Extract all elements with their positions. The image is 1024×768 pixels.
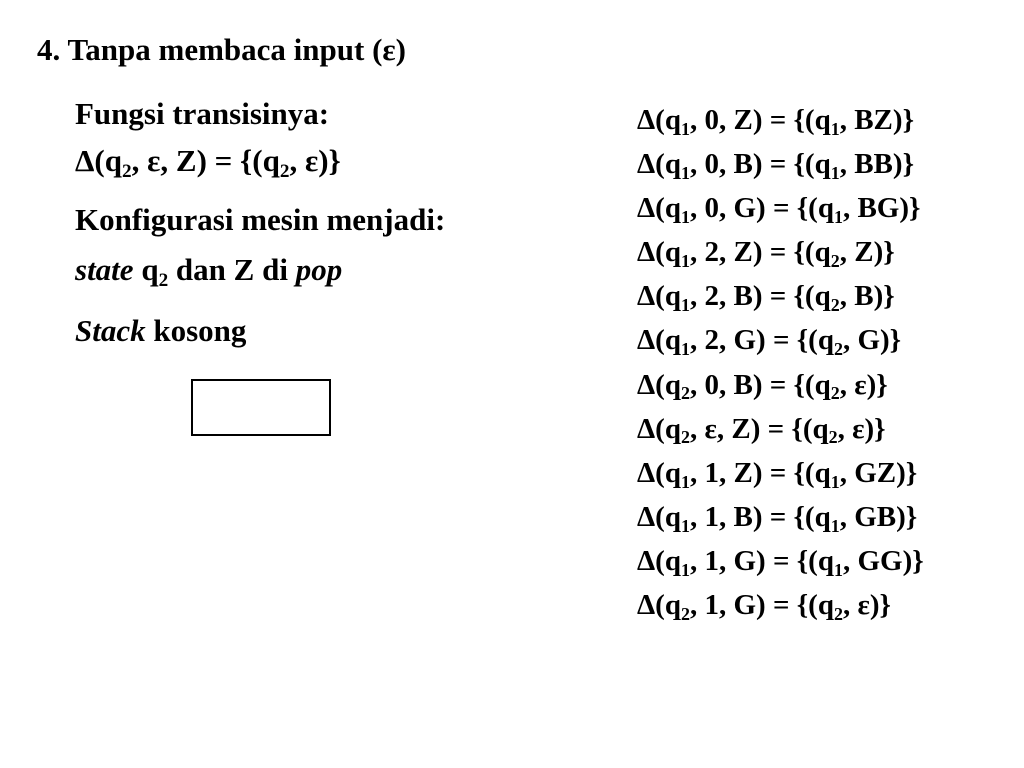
rule-from-state: q [664,324,681,357]
rule-push: ε [852,412,865,445]
rule-from-index: 1 [680,471,690,492]
rule-push: ε [857,589,870,622]
heading-number: 4. [37,32,61,67]
fungsi-transisi-rule: Δ(q2, ε, Z) = {(q2, ε)} [75,143,341,183]
rule-stack-top: Z [733,104,753,136]
rule-from-state: q [664,148,681,181]
rule-from-state: q [664,500,681,533]
rule-input: 2 [704,324,719,357]
rule-from-index: 2 [680,603,690,624]
transition-rule: Δ(q1, 0, B) = {(q1, BB)} [637,148,914,183]
rule-push: BG [857,192,900,225]
rule-stack-top: G [733,324,757,357]
transition-rule: Δ(q1, 2, Z) = {(q2, Z)} [637,236,895,272]
rule-from-index: 1 [680,206,690,227]
state-word: state [75,252,134,287]
konfigurasi-label: Konfigurasi mesin menjadi: [75,202,446,237]
rule-to-index: 1 [830,118,840,139]
rule-input: 0 [704,104,719,136]
rule-to-state: q [812,412,829,445]
pop-word: pop [295,252,343,287]
rule-to-index: 1 [830,471,840,492]
rule-to-state: q [817,324,834,357]
transition-rule: Δ(q1, 0, Z) = {(q1, BZ)} [637,104,914,139]
transition-rule: Δ(q2, 1, G) = {(q2, ε)} [637,589,891,624]
heading-epsilon-symbol: (ε) [372,32,406,67]
kosong-word: kosong [153,313,247,348]
rule-from-index: 2 [680,427,690,448]
rule-to-state: q [262,143,280,178]
rule-push: Z [854,236,874,269]
rule-stack-top: B [733,500,753,533]
rule-to-state: q [814,368,831,401]
rule-push: ε [304,143,319,178]
rule-push: BZ [854,104,893,136]
rule-push: G [857,324,880,357]
rule-stack-top: G [733,589,757,622]
rule-input: 0 [704,192,719,225]
rule-from-index: 1 [680,118,690,139]
rule-from-state: q [664,412,681,445]
rule-to-index: 2 [830,251,840,272]
rule-input: 1 [704,589,719,622]
rule-from-state: q [664,589,681,622]
rule-input: 2 [704,236,719,269]
transition-rule: Δ(q2, ε, Z) = {(q2, ε)} [637,412,886,448]
transition-rule: Δ(q1, 2, G) = {(q2, G)} [637,324,902,360]
rule-from-index: 2 [680,383,690,404]
rule-input: ε [704,412,717,445]
rule-to-index: 1 [830,162,840,183]
state-line [75,250,342,290]
rule-input: 0 [704,148,719,181]
rule-to-index: 2 [828,427,838,448]
state-q-index: 2 [158,270,169,292]
transition-rules-list [637,98,924,627]
rule-stack-top: B [733,368,753,401]
rule-to-state: q [814,456,831,489]
rule-from-index: 1 [680,515,690,536]
rule-to-index: 1 [833,559,843,580]
rule-push: GB [854,500,897,533]
rule-push: ε [854,368,867,401]
rule-stack-top: G [733,192,757,225]
transition-rule: Δ(q1, 1, Z) = {(q1, GZ)} [637,456,918,492]
rule-from-index: 1 [680,295,690,316]
rule-to-state: q [817,192,834,225]
rule-stack-top: Z [733,236,753,269]
rule-to-state: q [814,148,831,181]
transition-rule: Δ(q1, 1, G) = {(q1, GG)} [637,544,924,580]
rule-to-state: q [814,104,831,136]
rule-to-index: 2 [279,161,290,183]
rule-from-state: q [664,544,681,577]
rule-from-index: 1 [680,251,690,272]
transition-rule: Δ(q1, 2, B) = {(q2, B)} [637,280,895,316]
rule-from-state: q [664,236,681,269]
rule-stack-top: B [733,280,753,313]
rule-push: GG [857,544,903,577]
rule-from-index: 1 [680,339,690,360]
rule-to-state: q [817,544,834,577]
rule-input: 0 [704,368,719,401]
rule-push: B [854,280,874,313]
rule-from-state: q [664,104,681,136]
rule-from-index: 1 [680,162,690,183]
rule-input: 2 [704,280,719,313]
rule-from-index: 1 [680,559,690,580]
rule-input: ε [147,143,161,178]
rule-from-state: q [664,192,681,225]
fungsi-transisi-label: Fungsi transisinya: [75,96,330,131]
rule-to-state: q [814,236,831,269]
transition-rule: Δ(q1, 0, G) = {(q1, BG)} [637,192,921,227]
rule-stack-top: G [733,544,757,577]
stack-word: Stack [75,313,146,348]
rule-to-index: 2 [830,295,840,316]
rule-from-state: q [664,280,681,313]
rule-stack-top: Z [175,143,197,178]
stack-line [75,311,246,351]
rule-push: GZ [854,456,897,489]
rule-to-index: 2 [830,383,840,404]
rule-from-state: q [664,368,681,401]
rule-to-index: 1 [830,515,840,536]
rule-from-state: q [104,143,123,178]
rule-to-state: q [814,500,831,533]
rule-input: 1 [704,500,719,533]
empty-stack-box [191,379,331,436]
state-middle-text: dan Z di [175,252,288,287]
rule-from-index: 2 [122,161,132,183]
transition-rule: Δ(q2, 0, B) = {(q2, ε)} [637,368,888,404]
heading-text: Tanpa membaca input [67,32,365,67]
rule-input: 1 [704,544,719,577]
rule-stack-top: Z [733,456,753,489]
state-q: q [141,252,159,287]
rule-push: BB [854,148,893,181]
rule-to-state: q [817,589,834,622]
slide-heading [37,30,406,70]
rule-to-index: 1 [833,206,843,227]
rule-input: 1 [704,456,719,489]
rule-from-state: q [664,456,681,489]
rule-stack-top: Z [731,412,751,445]
rule-to-index: 2 [833,339,843,360]
rule-stack-top: B [733,148,753,181]
rule-to-state: q [814,280,831,313]
transition-rule: Δ(q1, 1, B) = {(q1, GB)} [637,500,918,536]
rule-to-index: 2 [833,603,843,624]
